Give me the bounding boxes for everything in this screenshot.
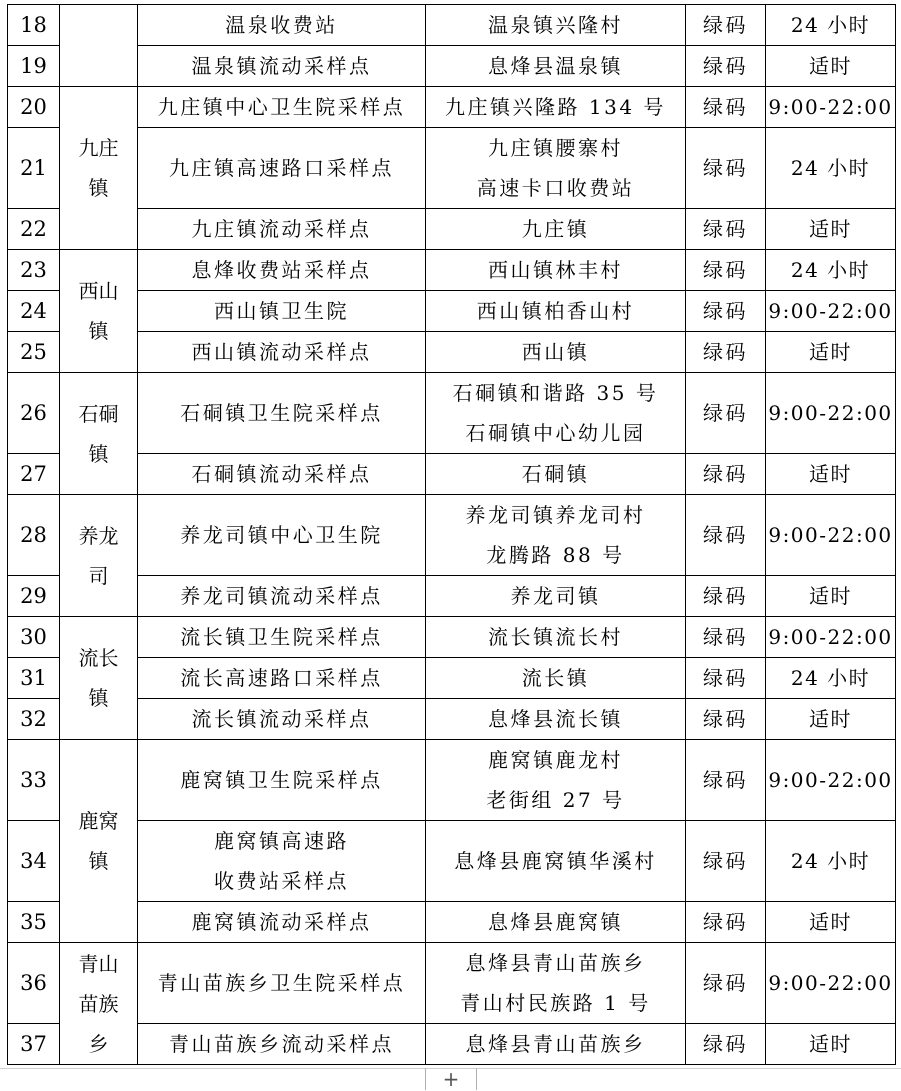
table-row <box>8 617 896 658</box>
site-name-cell[interactable] <box>138 617 426 658</box>
health-code-cell[interactable]: 绿码 <box>686 250 766 291</box>
town-name-line: 流长 <box>78 646 119 670</box>
opening-hours-cell[interactable]: 9:00-22:00 <box>766 617 896 658</box>
row-number-cell[interactable]: 31 <box>8 658 60 699</box>
site-name-line: 九庄镇流动采样点 <box>191 217 372 241</box>
address-cell[interactable] <box>426 209 686 250</box>
address-line: 九庄镇兴隆路 134 号 <box>445 95 666 119</box>
health-code-cell[interactable]: 绿码 <box>686 1024 766 1065</box>
address-line: 老街组 27 号 <box>486 788 625 812</box>
town-name-line <box>60 26 137 66</box>
row-number-cell[interactable]: 25 <box>8 332 60 373</box>
site-name-line: 西山镇流动采样点 <box>191 340 372 364</box>
site-name-cell[interactable] <box>138 821 426 902</box>
site-name-line: 流长镇卫生院采样点 <box>180 625 383 649</box>
site-name-line: 收费站采样点 <box>214 869 349 893</box>
opening-hours-cell[interactable]: 24 小时 <box>766 658 896 699</box>
address-line: 石硐镇 <box>521 462 590 486</box>
site-name-cell[interactable] <box>138 699 426 740</box>
town-name-line: 镇 <box>88 319 109 343</box>
table-row <box>8 128 896 209</box>
row-number-cell[interactable]: 18 <box>8 5 60 46</box>
opening-hours-cell[interactable]: 9:00-22:00 <box>766 87 896 128</box>
address-line: 高速卡口收费站 <box>476 176 635 200</box>
row-number-cell[interactable]: 36 <box>8 943 60 1024</box>
town-name-line: 石硐 <box>78 401 119 426</box>
site-name-cell[interactable] <box>138 209 426 250</box>
health-code-cell[interactable]: 绿码 <box>686 740 766 821</box>
opening-hours-cell[interactable]: 24 小时 <box>766 128 896 209</box>
table-row <box>8 332 896 373</box>
health-code-cell[interactable]: 绿码 <box>686 373 766 454</box>
site-name-cell[interactable] <box>138 87 426 128</box>
address-line: 息烽县鹿窝镇 <box>488 910 623 934</box>
address-line: 流长镇流长村 <box>488 625 623 649</box>
site-name-line: 九庄镇中心卫生院采样点 <box>157 95 406 119</box>
health-code-cell[interactable]: 绿码 <box>686 617 766 658</box>
table-row <box>8 576 896 617</box>
health-code-cell[interactable]: 绿码 <box>686 495 766 576</box>
site-name-cell[interactable] <box>138 250 426 291</box>
health-code-cell[interactable]: 绿码 <box>686 658 766 699</box>
town-name-line: 镇 <box>88 176 109 200</box>
row-number-cell[interactable]: 26 <box>8 373 60 454</box>
health-code-cell[interactable]: 绿码 <box>686 902 766 943</box>
address-line: 养龙司镇养龙司村 <box>465 503 646 527</box>
site-name-line: 青山苗族乡卫生院采样点 <box>157 971 406 995</box>
opening-hours-cell[interactable]: 24 小时 <box>766 250 896 291</box>
town-cell[interactable] <box>60 250 138 373</box>
row-number-cell[interactable]: 37 <box>8 1024 60 1065</box>
address-line: 息烽县鹿窝镇华溪村 <box>454 849 657 873</box>
address-cell[interactable] <box>426 5 686 46</box>
address-line: 九庄镇 <box>521 217 590 241</box>
health-code-cell[interactable]: 绿码 <box>686 699 766 740</box>
row-number-cell[interactable]: 19 <box>8 46 60 87</box>
address-cell[interactable] <box>426 250 686 291</box>
address-cell[interactable] <box>426 1024 686 1065</box>
address-line: 息烽县青山苗族乡 <box>465 951 646 975</box>
address-cell[interactable] <box>426 291 686 332</box>
site-name-cell[interactable] <box>138 5 426 46</box>
table-row <box>8 291 896 332</box>
town-name-line: 镇 <box>88 849 109 873</box>
table-row <box>8 209 896 250</box>
row-number-cell[interactable]: 34 <box>8 821 60 902</box>
site-name-line: 温泉收费站 <box>225 13 338 37</box>
town-cell[interactable] <box>60 5 138 87</box>
site-name-cell[interactable] <box>138 332 426 373</box>
site-name-cell[interactable] <box>138 373 426 454</box>
row-number-cell[interactable]: 22 <box>8 209 60 250</box>
address-line: 石硐镇和谐路 35 号 <box>452 381 659 405</box>
site-name-cell[interactable] <box>138 943 426 1024</box>
add-sheet-button[interactable]: + <box>425 1068 477 1090</box>
address-line: 息烽县温泉镇 <box>488 54 623 78</box>
town-name-line: 司 <box>88 563 109 588</box>
table-row <box>8 46 896 87</box>
town-name-line: 九庄 <box>78 136 119 160</box>
address-cell[interactable] <box>426 821 686 902</box>
site-name-line: 鹿窝镇流动采样点 <box>191 910 372 934</box>
address-line: 鹿窝镇鹿龙村 <box>488 748 623 772</box>
site-name-line: 西山镇卫生院 <box>214 299 349 323</box>
opening-hours-cell[interactable]: 适时 <box>766 332 896 373</box>
table-row <box>8 495 896 576</box>
table-row <box>8 5 896 46</box>
row-number-cell[interactable]: 21 <box>8 128 60 209</box>
site-name-cell[interactable] <box>138 902 426 943</box>
site-name-line: 养龙司镇中心卫生院 <box>180 523 383 547</box>
table-row <box>8 943 896 1024</box>
opening-hours-cell[interactable]: 适时 <box>766 454 896 495</box>
health-code-cell[interactable]: 绿码 <box>686 5 766 46</box>
opening-hours-cell[interactable]: 9:00-22:00 <box>766 740 896 821</box>
town-name-line: 青山 <box>78 951 119 976</box>
table-row <box>8 87 896 128</box>
health-code-cell[interactable]: 绿码 <box>686 821 766 902</box>
opening-hours-cell[interactable]: 24 小时 <box>766 5 896 46</box>
address-line: 息烽县青山苗族乡 <box>465 1032 646 1056</box>
town-name-line: 苗族 <box>78 991 119 1016</box>
address-cell[interactable] <box>426 87 686 128</box>
town-cell[interactable] <box>60 495 138 617</box>
health-code-cell[interactable]: 绿码 <box>686 291 766 332</box>
address-line: 流长镇 <box>521 666 590 690</box>
health-code-cell[interactable]: 绿码 <box>686 943 766 1024</box>
address-cell[interactable] <box>426 617 686 658</box>
address-line: 青山村民族路 1 号 <box>460 991 651 1015</box>
town-cell[interactable] <box>60 373 138 495</box>
address-line: 养龙司镇 <box>510 584 601 608</box>
address-cell[interactable] <box>426 454 686 495</box>
address-cell[interactable] <box>426 576 686 617</box>
table-body <box>8 5 896 1065</box>
address-cell[interactable] <box>426 332 686 373</box>
site-name-line: 青山苗族乡流动采样点 <box>169 1032 394 1056</box>
health-code-cell[interactable]: 绿码 <box>686 46 766 87</box>
site-name-line: 石硐镇卫生院采样点 <box>180 401 383 425</box>
address-cell[interactable] <box>426 46 686 87</box>
address-cell[interactable] <box>426 658 686 699</box>
opening-hours-cell[interactable]: 9:00-22:00 <box>766 291 896 332</box>
town-name-line: 西山 <box>78 279 119 303</box>
town-cell[interactable] <box>60 943 138 1065</box>
opening-hours-cell[interactable]: 9:00-22:00 <box>766 373 896 454</box>
sampling-sites-table <box>7 4 896 1065</box>
site-name-line: 鹿窝镇卫生院采样点 <box>180 768 383 792</box>
table-row <box>8 902 896 943</box>
site-name-cell[interactable] <box>138 454 426 495</box>
opening-hours-cell[interactable]: 适时 <box>766 1024 896 1065</box>
town-name-line: 养龙 <box>78 523 119 548</box>
health-code-cell[interactable]: 绿码 <box>686 332 766 373</box>
site-name-cell[interactable] <box>138 128 426 209</box>
town-name-line: 鹿窝 <box>78 809 119 833</box>
site-name-cell[interactable] <box>138 1024 426 1065</box>
address-line: 西山镇柏香山村 <box>476 299 635 323</box>
town-cell[interactable] <box>60 87 138 250</box>
health-code-cell[interactable]: 绿码 <box>686 576 766 617</box>
address-cell[interactable] <box>426 495 686 576</box>
table-row <box>8 454 896 495</box>
site-name-line: 石硐镇流动采样点 <box>191 462 372 486</box>
site-name-cell[interactable] <box>138 291 426 332</box>
opening-hours-cell[interactable]: 适时 <box>766 699 896 740</box>
site-name-line: 流长高速路口采样点 <box>180 666 383 690</box>
site-name-cell[interactable] <box>138 576 426 617</box>
table-row <box>8 250 896 291</box>
town-name-line: 镇 <box>88 686 109 710</box>
address-line: 西山镇林丰村 <box>488 258 623 282</box>
row-number-cell[interactable]: 27 <box>8 454 60 495</box>
row-number-cell[interactable]: 29 <box>8 576 60 617</box>
health-code-cell[interactable]: 绿码 <box>686 454 766 495</box>
table-row <box>8 373 896 454</box>
address-cell[interactable] <box>426 373 686 454</box>
address-line: 西山镇 <box>521 340 590 364</box>
opening-hours-cell[interactable]: 适时 <box>766 209 896 250</box>
address-cell[interactable] <box>426 699 686 740</box>
site-name-cell[interactable] <box>138 658 426 699</box>
site-name-line: 温泉镇流动采样点 <box>191 54 372 78</box>
health-code-cell[interactable]: 绿码 <box>686 87 766 128</box>
row-number-cell[interactable]: 33 <box>8 740 60 821</box>
address-line: 石硐镇中心幼儿园 <box>465 421 646 445</box>
site-name-line: 九庄镇高速路口采样点 <box>169 156 394 180</box>
opening-hours-cell[interactable]: 9:00-22:00 <box>766 943 896 1024</box>
address-line: 温泉镇兴隆村 <box>488 13 623 37</box>
row-number-cell[interactable]: 28 <box>8 495 60 576</box>
opening-hours-cell[interactable]: 9:00-22:00 <box>766 495 896 576</box>
address-cell[interactable] <box>426 943 686 1024</box>
site-name-cell[interactable] <box>138 46 426 87</box>
site-name-cell[interactable] <box>138 740 426 821</box>
address-line: 龙腾路 88 号 <box>486 543 625 567</box>
town-cell[interactable] <box>60 617 138 740</box>
address-cell[interactable] <box>426 128 686 209</box>
site-name-cell[interactable] <box>138 495 426 576</box>
address-cell[interactable] <box>426 902 686 943</box>
row-number-cell[interactable]: 30 <box>8 617 60 658</box>
site-name-line: 养龙司镇流动采样点 <box>180 584 383 608</box>
health-code-cell[interactable]: 绿码 <box>686 209 766 250</box>
town-name-line: 乡 <box>88 1031 109 1056</box>
address-cell[interactable] <box>426 740 686 821</box>
table-row <box>8 658 896 699</box>
row-number-cell[interactable]: 20 <box>8 87 60 128</box>
address-line: 九庄镇腰寨村 <box>488 136 623 160</box>
table-row <box>8 1024 896 1065</box>
opening-hours-cell[interactable]: 适时 <box>766 46 896 87</box>
row-number-cell[interactable]: 24 <box>8 291 60 332</box>
opening-hours-cell[interactable]: 适时 <box>766 576 896 617</box>
table-row <box>8 821 896 902</box>
health-code-cell[interactable]: 绿码 <box>686 128 766 209</box>
opening-hours-cell[interactable]: 24 小时 <box>766 821 896 902</box>
table-row <box>8 740 896 821</box>
table-row <box>8 699 896 740</box>
opening-hours-cell[interactable]: 适时 <box>766 902 896 943</box>
site-name-line: 鹿窝镇高速路 <box>214 829 349 853</box>
town-cell[interactable] <box>60 740 138 943</box>
sheet-tab-bar <box>0 1068 901 1090</box>
town-name-line: 镇 <box>88 441 109 466</box>
row-number-cell[interactable]: 23 <box>8 250 60 291</box>
address-line: 息烽县流长镇 <box>488 707 623 731</box>
site-name-line: 流长镇流动采样点 <box>191 707 372 731</box>
row-number-cell[interactable]: 35 <box>8 902 60 943</box>
site-name-line: 息烽收费站采样点 <box>191 258 372 282</box>
row-number-cell[interactable]: 32 <box>8 699 60 740</box>
